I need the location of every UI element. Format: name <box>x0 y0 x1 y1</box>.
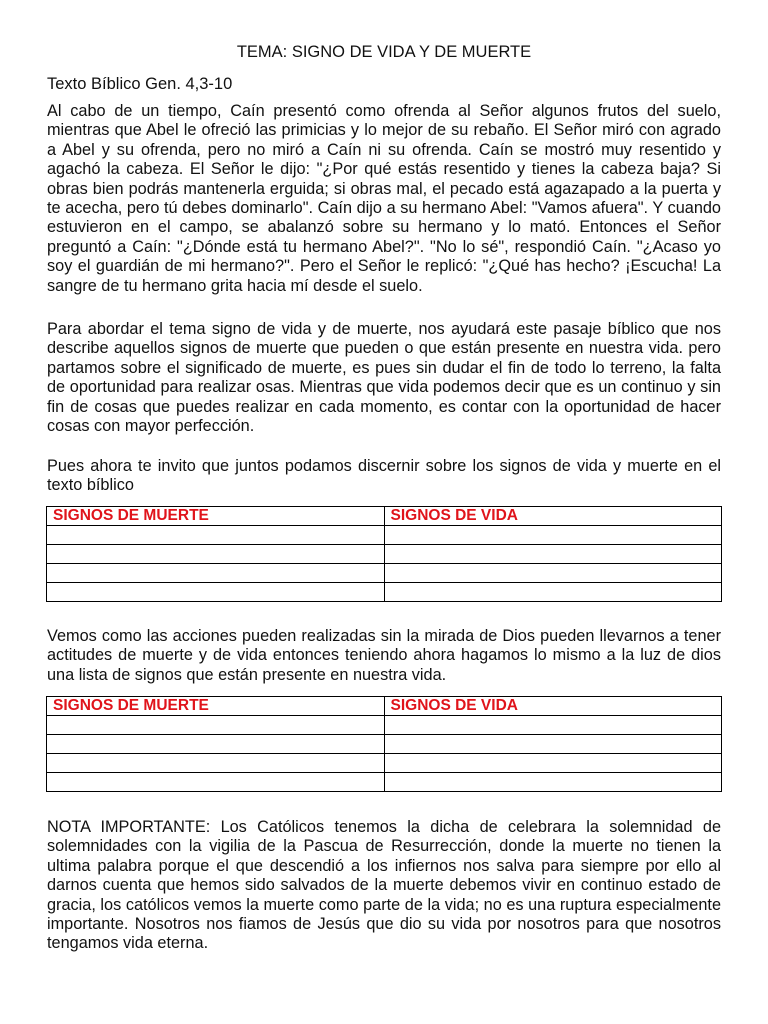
table-row <box>47 545 722 564</box>
death-sign-cell[interactable] <box>47 545 385 564</box>
death-sign-cell[interactable] <box>47 773 385 792</box>
bible-reference: Texto Bíblico Gen. 4,3-10 <box>47 75 233 93</box>
life-sign-cell[interactable] <box>384 545 722 564</box>
death-signs-header: SIGNOS DE MUERTE <box>47 507 385 526</box>
life-signs-header: SIGNOS DE VIDA <box>384 507 722 526</box>
page-title: TEMA: SIGNO DE VIDA Y DE MUERTE <box>236 43 532 61</box>
table-row <box>47 583 722 602</box>
signs-table-biblical <box>46 506 722 602</box>
table-row <box>47 716 722 735</box>
death-sign-cell[interactable] <box>47 735 385 754</box>
life-sign-cell[interactable] <box>384 526 722 545</box>
table-row <box>47 735 722 754</box>
death-sign-cell[interactable] <box>47 754 385 773</box>
death-sign-cell[interactable] <box>47 716 385 735</box>
table-row <box>47 526 722 545</box>
signs-table-personal <box>46 696 722 792</box>
invitation-paragraph: Pues ahora te invito que juntos podamos discernir sobre los signos de vida y muerte en el texto bíblico <box>47 457 721 495</box>
table-header-row <box>47 507 722 526</box>
life-sign-cell[interactable] <box>384 583 722 602</box>
death-sign-cell[interactable] <box>47 526 385 545</box>
life-sign-cell[interactable] <box>384 716 722 735</box>
death-sign-cell[interactable] <box>47 564 385 583</box>
bible-passage-paragraph: Al cabo de un tiempo, Caín presentó como ofrenda al Señor algunos frutos del suelo, mientras que Abel le ofreció las primicias y lo mejor de su rebaño. El Señor miró con agrado a Abel y su ofrenda, pero no miró a Caín ni su ofrenda. Caín se mostró muy resentido y agachó la cabeza. El Señor le dijo: "¿Por qué estás resentido y tienes la cabeza baja? Si obras bien podrás mantenerla erguida; si obras mal, el pecado está agazapado a la puerta y te acecha, pero tú debes dominarlo". Caín dijo a su hermano Abel: "Vamos afuera". Y cuando estuvieron en el campo, se abalanzó sobre su hermano y lo mató. Entonces el Señor preguntó a Caín: "¿Dónde está tu hermano Abel?". "No lo sé", respondió Caín. "¿Acaso yo soy el guardián de mi hermano?". Pero el Señor le replicó: "¿Qué has hecho? ¡Escucha! La sangre de tu hermano grita hacia mí desde el suelo. <box>47 102 721 295</box>
life-sign-cell[interactable] <box>384 735 722 754</box>
important-note-paragraph: NOTA IMPORTANTE: Los Católicos tenemos la dicha de celebrara la solemnidad de solemnidades con la vigilia de la Pascua de Resurrección, donde la muerte no tienen la ultima palabra porque el que descendió a los infiernos nos salva para siempre por ello al darnos cuenta que hemos sido salvados de la muerte debemos vivir en continuo estado de gracia, los católicos vemos la muerte como parte de la vida; no es una ruptura especialmente importante. Nosotros nos fiamos de Jesús que dio su vida por nosotros para que nosotros tengamos vida eterna. <box>47 818 721 953</box>
table-row <box>47 773 722 792</box>
life-sign-cell[interactable] <box>384 754 722 773</box>
death-sign-cell[interactable] <box>47 583 385 602</box>
life-sign-cell[interactable] <box>384 564 722 583</box>
table-header-row <box>47 697 722 716</box>
death-signs-header: SIGNOS DE MUERTE <box>47 697 385 716</box>
intro-paragraph: Para abordar el tema signo de vida y de muerte, nos ayudará este pasaje bíblico que nos describe aquellos signos de muerte que pueden o que están presente en nuestra vida. pero partamos sobre el significado de muerte, es pues sin dudar el fin de todo lo terreno, la falta de oportunidad para realizar osas. Mientras que vida podemos decir que es un continuo y sin fin de cosas que puedes realizar en cada momento, es contar con la oportunidad de hacer cosas con mayor perfección. <box>47 320 721 436</box>
reflection-paragraph: Vemos como las acciones pueden realizadas sin la mirada de Dios pueden llevarnos a tener actitudes de muerte y de vida entonces teniendo ahora hagamos lo mismo a la luz de dios una lista de signos que están presente en nuestra vida. <box>47 627 721 684</box>
life-signs-header: SIGNOS DE VIDA <box>384 697 722 716</box>
table-row <box>47 564 722 583</box>
table-row <box>47 754 722 773</box>
life-sign-cell[interactable] <box>384 773 722 792</box>
